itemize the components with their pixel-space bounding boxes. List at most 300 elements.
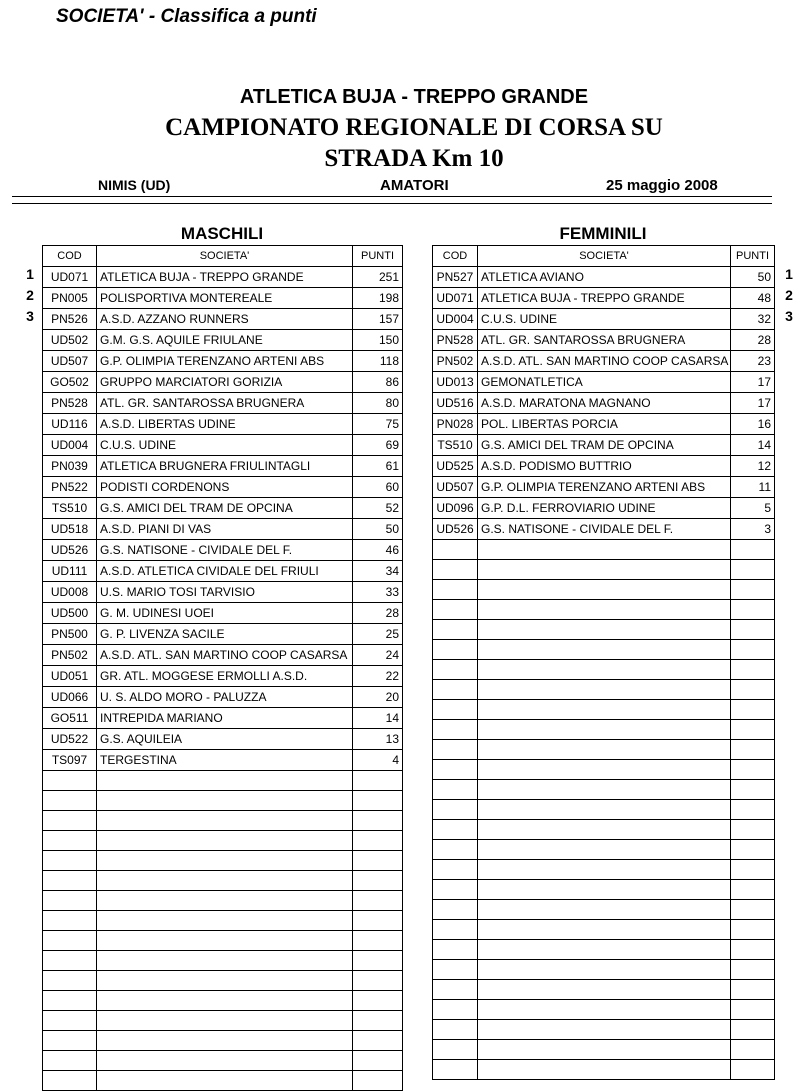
maschili-row [43, 624, 403, 645]
femminili-societa-cell: POL. LIBERTAS PORCIA [478, 414, 731, 435]
maschili-punti-cell: 61 [353, 456, 403, 477]
maschili-cod-cell: UD500 [43, 603, 97, 624]
maschili-punti-cell: 80 [353, 393, 403, 414]
maschili-punti-cell [353, 791, 403, 811]
femminili-empty-row [433, 640, 775, 660]
maschili-cod-cell: UD004 [43, 435, 97, 456]
femminili-punti-cell [731, 1000, 775, 1020]
femminili-societa-cell [478, 620, 731, 640]
maschili-cod-cell: UD526 [43, 540, 97, 561]
femminili-societa-cell [478, 720, 731, 740]
maschili-cod-cell [43, 851, 97, 871]
femminili-societa-cell [478, 600, 731, 620]
femminili-empty-row [433, 880, 775, 900]
maschili-punti-cell: 75 [353, 414, 403, 435]
maschili-punti-cell [353, 1051, 403, 1071]
maschili-cod-cell: PN500 [43, 624, 97, 645]
femminili-header-societa: SOCIETA' [478, 246, 731, 267]
event-category: AMATORI [380, 177, 449, 194]
maschili-header-punti: PUNTI [353, 246, 403, 267]
femminili-societa-cell [478, 700, 731, 720]
maschili-cod-cell: UD116 [43, 414, 97, 435]
maschili-cod-cell: PN526 [43, 309, 97, 330]
maschili-row [43, 393, 403, 414]
maschili-row [43, 309, 403, 330]
femminili-row [433, 456, 775, 477]
rank-label-right-2: 2 [785, 287, 793, 303]
maschili-punti-cell [353, 811, 403, 831]
femminili-societa-cell: ATL. GR. SANTAROSSA BRUGNERA [478, 330, 731, 351]
femminili-punti-cell [731, 960, 775, 980]
femminili-header-cod: COD [433, 246, 478, 267]
maschili-cod-cell: GO502 [43, 372, 97, 393]
femminili-cod-cell [433, 1060, 478, 1080]
maschili-cod-cell [43, 771, 97, 791]
maschili-row [43, 729, 403, 750]
femminili-header-punti: PUNTI [731, 246, 775, 267]
femminili-punti-cell [731, 640, 775, 660]
femminili-cod-cell: UD526 [433, 519, 478, 540]
femminili-cod-cell: UD525 [433, 456, 478, 477]
maschili-empty-row [43, 811, 403, 831]
maschili-punti-cell [353, 871, 403, 891]
femminili-empty-row [433, 620, 775, 640]
femminili-empty-row [433, 700, 775, 720]
femminili-societa-cell: A.S.D. MARATONA MAGNANO [478, 393, 731, 414]
maschili-societa-cell: G.M. G.S. AQUILE FRIULANE [97, 330, 353, 351]
femminili-punti-cell [731, 1040, 775, 1060]
maschili-societa-cell: G.P. OLIMPIA TERENZANO ARTENI ABS [97, 351, 353, 372]
femminili-cod-cell [433, 760, 478, 780]
maschili-societa-cell: GR. ATL. MOGGESE ERMOLLI A.S.D. [97, 666, 353, 687]
femminili-punti-cell [731, 600, 775, 620]
femminili-societa-cell: G.S. NATISONE - CIVIDALE DEL F. [478, 519, 731, 540]
maschili-punti-cell: 69 [353, 435, 403, 456]
femminili-empty-row [433, 540, 775, 560]
maschili-cod-cell: GO511 [43, 708, 97, 729]
femminili-societa-cell [478, 840, 731, 860]
maschili-empty-row [43, 1051, 403, 1071]
maschili-punti-cell: 33 [353, 582, 403, 603]
femminili-empty-row [433, 860, 775, 880]
femminili-row [433, 267, 775, 288]
maschili-societa-cell: A.S.D. AZZANO RUNNERS [97, 309, 353, 330]
femminili-societa-cell [478, 1060, 731, 1080]
maschili-punti-cell: 20 [353, 687, 403, 708]
femminili-societa-cell [478, 800, 731, 820]
maschili-punti-cell: 157 [353, 309, 403, 330]
femminili-punti-cell [731, 740, 775, 760]
maschili-societa-cell: ATLETICA BUJA - TREPPO GRANDE [97, 267, 353, 288]
maschili-punti-cell: 198 [353, 288, 403, 309]
maschili-societa-cell: G.S. NATISONE - CIVIDALE DEL F. [97, 540, 353, 561]
maschili-cod-cell: PN039 [43, 456, 97, 477]
maschili-punti-cell [353, 911, 403, 931]
maschili-punti-cell [353, 971, 403, 991]
femminili-cod-cell: UD071 [433, 288, 478, 309]
maschili-cod-cell: UD066 [43, 687, 97, 708]
femminili-cod-cell [433, 720, 478, 740]
maschili-cod-cell: UD008 [43, 582, 97, 603]
maschili-societa-cell [97, 1011, 353, 1031]
maschili-cod-cell: UD522 [43, 729, 97, 750]
femminili-societa-cell [478, 660, 731, 680]
maschili-punti-cell [353, 931, 403, 951]
femminili-cod-cell [433, 740, 478, 760]
femminili-empty-row [433, 1020, 775, 1040]
maschili-cod-cell: TS097 [43, 750, 97, 771]
document-title-rest: - Classifica a punti [143, 6, 317, 27]
femminili-empty-row [433, 780, 775, 800]
femminili-cod-cell [433, 700, 478, 720]
maschili-cod-cell: TS510 [43, 498, 97, 519]
maschili-societa-cell: POLISPORTIVA MONTEREALE [97, 288, 353, 309]
femminili-punti-cell: 17 [731, 372, 775, 393]
femminili-punti-cell [731, 800, 775, 820]
femminili-empty-row [433, 680, 775, 700]
femminili-cod-cell: PN028 [433, 414, 478, 435]
femminili-empty-row [433, 800, 775, 820]
maschili-row [43, 666, 403, 687]
event-date: 25 maggio 2008 [606, 177, 718, 194]
femminili-cod-cell [433, 980, 478, 1000]
maschili-empty-row [43, 991, 403, 1011]
maschili-societa-cell [97, 851, 353, 871]
femminili-societa-cell: A.S.D. ATL. SAN MARTINO COOP CASARSA [478, 351, 731, 372]
femminili-societa-cell [478, 580, 731, 600]
femminili-cod-cell [433, 800, 478, 820]
maschili-row [43, 351, 403, 372]
maschili-cod-cell: UD071 [43, 267, 97, 288]
maschili-societa-cell: G. P. LIVENZA SACILE [97, 624, 353, 645]
femminili-cod-cell [433, 1020, 478, 1040]
femminili-punti-cell [731, 760, 775, 780]
maschili-cod-cell [43, 891, 97, 911]
femminili-empty-row [433, 920, 775, 940]
maschili-row [43, 687, 403, 708]
maschili-societa-cell: G.S. AMICI DEL TRAM DE OPCINA [97, 498, 353, 519]
femminili-societa-cell [478, 820, 731, 840]
femminili-societa-cell [478, 940, 731, 960]
maschili-row [43, 414, 403, 435]
femminili-societa-cell [478, 740, 731, 760]
femminili-punti-cell: 14 [731, 435, 775, 456]
maschili-row [43, 519, 403, 540]
maschili-row [43, 456, 403, 477]
femminili-cod-cell: PN527 [433, 267, 478, 288]
femminili-societa-cell [478, 900, 731, 920]
maschili-societa-cell: G. M. UDINESI UOEI [97, 603, 353, 624]
femminili-punti-cell [731, 920, 775, 940]
maschili-societa-cell: A.S.D. ATLETICA CIVIDALE DEL FRIULI [97, 561, 353, 582]
maschili-punti-cell: 52 [353, 498, 403, 519]
femminili-punti-cell: 23 [731, 351, 775, 372]
maschili-row [43, 708, 403, 729]
femminili-empty-row [433, 720, 775, 740]
maschili-cod-cell: UD502 [43, 330, 97, 351]
maschili-societa-cell [97, 931, 353, 951]
rank-label-left-1: 1 [26, 266, 34, 282]
femminili-societa-cell [478, 980, 731, 1000]
document-title-main: SOCIETA' [56, 6, 144, 27]
maschili-table [42, 245, 403, 1091]
championship-title-line1: CAMPIONATO REGIONALE DI CORSA SU [165, 114, 663, 141]
femminili-societa-cell [478, 760, 731, 780]
maschili-societa-cell: A.S.D. PIANI DI VAS [97, 519, 353, 540]
maschili-punti-cell: 86 [353, 372, 403, 393]
femminili-cod-cell [433, 620, 478, 640]
maschili-title: MASCHILI [180, 224, 264, 243]
maschili-row [43, 330, 403, 351]
maschili-empty-row [43, 791, 403, 811]
maschili-societa-cell [97, 891, 353, 911]
maschili-punti-cell: 13 [353, 729, 403, 750]
femminili-societa-cell [478, 880, 731, 900]
femminili-punti-cell: 48 [731, 288, 775, 309]
maschili-societa-cell: C.U.S. UDINE [97, 435, 353, 456]
femminili-societa-cell: C.U.S. UDINE [478, 309, 731, 330]
maschili-empty-row [43, 931, 403, 951]
femminili-cod-cell: UD516 [433, 393, 478, 414]
maschili-punti-cell [353, 891, 403, 911]
maschili-punti-cell: 22 [353, 666, 403, 687]
femminili-punti-cell: 5 [731, 498, 775, 519]
maschili-cod-cell [43, 811, 97, 831]
maschili-empty-row [43, 1031, 403, 1051]
femminili-punti-cell [731, 540, 775, 560]
femminili-empty-row [433, 820, 775, 840]
maschili-cod-cell [43, 871, 97, 891]
femminili-punti-cell [731, 940, 775, 960]
championship-title-line2: STRADA Km 10 [324, 145, 504, 172]
femminili-societa-cell [478, 920, 731, 940]
maschili-row [43, 645, 403, 666]
maschili-societa-cell [97, 871, 353, 891]
maschili-societa-cell [97, 1051, 353, 1071]
header-divider-bottom [12, 203, 772, 204]
maschili-empty-row [43, 951, 403, 971]
rank-label-left-3: 3 [26, 308, 34, 324]
maschili-punti-cell [353, 831, 403, 851]
maschili-societa-cell [97, 951, 353, 971]
femminili-punti-cell [731, 580, 775, 600]
maschili-punti-cell: 50 [353, 519, 403, 540]
femminili-empty-row [433, 600, 775, 620]
femminili-cod-cell [433, 640, 478, 660]
femminili-societa-cell [478, 1020, 731, 1040]
maschili-row [43, 435, 403, 456]
maschili-societa-cell [97, 811, 353, 831]
femminili-punti-cell [731, 1060, 775, 1080]
maschili-row [43, 603, 403, 624]
femminili-punti-cell [731, 620, 775, 640]
femminili-punti-cell: 12 [731, 456, 775, 477]
femminili-empty-row [433, 560, 775, 580]
femminili-societa-cell [478, 680, 731, 700]
maschili-row [43, 267, 403, 288]
organizer-name: ATLETICA BUJA - TREPPO GRANDE [239, 86, 589, 108]
femminili-societa-cell: A.S.D. PODISMO BUTTRIO [478, 456, 731, 477]
femminili-row [433, 372, 775, 393]
femminili-punti-cell: 16 [731, 414, 775, 435]
femminili-punti-cell [731, 840, 775, 860]
femminili-punti-cell [731, 980, 775, 1000]
femminili-cod-cell [433, 820, 478, 840]
femminili-punti-cell [731, 700, 775, 720]
femminili-cod-cell [433, 680, 478, 700]
maschili-societa-cell [97, 831, 353, 851]
femminili-societa-cell [478, 1000, 731, 1020]
femminili-punti-cell: 3 [731, 519, 775, 540]
maschili-row [43, 561, 403, 582]
maschili-punti-cell: 24 [353, 645, 403, 666]
femminili-cod-cell [433, 960, 478, 980]
femminili-cod-cell [433, 660, 478, 680]
maschili-header-row [43, 246, 403, 267]
maschili-societa-cell [97, 911, 353, 931]
maschili-cod-cell: UD051 [43, 666, 97, 687]
femminili-punti-cell [731, 560, 775, 580]
femminili-cod-cell [433, 580, 478, 600]
maschili-punti-cell [353, 991, 403, 1011]
femminili-punti-cell: 17 [731, 393, 775, 414]
femminili-empty-row [433, 760, 775, 780]
maschili-row [43, 372, 403, 393]
maschili-punti-cell: 118 [353, 351, 403, 372]
femminili-cod-cell [433, 860, 478, 880]
maschili-societa-cell: PODISTI CORDENONS [97, 477, 353, 498]
femminili-societa-cell [478, 560, 731, 580]
femminili-societa-cell: GEMONATLETICA [478, 372, 731, 393]
femminili-empty-row [433, 740, 775, 760]
femminili-punti-cell [731, 820, 775, 840]
femminili-societa-cell [478, 960, 731, 980]
maschili-header-societa: SOCIETA' [97, 246, 353, 267]
maschili-empty-row [43, 771, 403, 791]
femminili-cod-cell [433, 1040, 478, 1060]
maschili-punti-cell: 4 [353, 750, 403, 771]
maschili-empty-row [43, 1011, 403, 1031]
femminili-row [433, 330, 775, 351]
maschili-punti-cell: 34 [353, 561, 403, 582]
femminili-empty-row [433, 1040, 775, 1060]
maschili-cod-cell: PN502 [43, 645, 97, 666]
maschili-punti-cell [353, 1031, 403, 1051]
femminili-empty-row [433, 980, 775, 1000]
femminili-cod-cell [433, 840, 478, 860]
femminili-cod-cell [433, 880, 478, 900]
maschili-row [43, 582, 403, 603]
maschili-cod-cell [43, 1031, 97, 1051]
femminili-societa-cell [478, 640, 731, 660]
maschili-empty-row [43, 851, 403, 871]
femminili-punti-cell [731, 860, 775, 880]
femminili-empty-row [433, 1000, 775, 1020]
femminili-cod-cell [433, 780, 478, 800]
maschili-cod-cell: UD111 [43, 561, 97, 582]
maschili-cod-cell [43, 931, 97, 951]
femminili-title: FEMMINILI [559, 224, 647, 243]
femminili-row [433, 351, 775, 372]
maschili-cod-cell: PN522 [43, 477, 97, 498]
header-divider-top [12, 196, 772, 197]
rank-label-right-3: 3 [785, 308, 793, 324]
maschili-row [43, 498, 403, 519]
maschili-societa-cell [97, 791, 353, 811]
femminili-row [433, 435, 775, 456]
maschili-societa-cell: ATL. GR. SANTAROSSA BRUGNERA [97, 393, 353, 414]
femminili-cod-cell [433, 940, 478, 960]
femminili-cod-cell [433, 900, 478, 920]
femminili-societa-cell [478, 780, 731, 800]
femminili-cod-cell: TS510 [433, 435, 478, 456]
femminili-cod-cell: UD013 [433, 372, 478, 393]
maschili-societa-cell: A.S.D. ATL. SAN MARTINO COOP CASARSA [97, 645, 353, 666]
femminili-punti-cell: 32 [731, 309, 775, 330]
femminili-punti-cell [731, 680, 775, 700]
femminili-cod-cell [433, 540, 478, 560]
femminili-cod-cell: PN502 [433, 351, 478, 372]
femminili-empty-row [433, 900, 775, 920]
maschili-societa-cell [97, 771, 353, 791]
maschili-punti-cell: 25 [353, 624, 403, 645]
femminili-punti-cell [731, 780, 775, 800]
maschili-cod-cell: UD518 [43, 519, 97, 540]
femminili-cod-cell [433, 1000, 478, 1020]
femminili-punti-cell [731, 900, 775, 920]
maschili-cod-cell [43, 971, 97, 991]
maschili-societa-cell: U. S. ALDO MORO - PALUZZA [97, 687, 353, 708]
maschili-punti-cell: 251 [353, 267, 403, 288]
maschili-punti-cell: 14 [353, 708, 403, 729]
maschili-societa-cell [97, 991, 353, 1011]
femminili-cod-cell: UD507 [433, 477, 478, 498]
maschili-punti-cell [353, 771, 403, 791]
femminili-punti-cell [731, 720, 775, 740]
femminili-punti-cell [731, 660, 775, 680]
femminili-row [433, 393, 775, 414]
maschili-societa-cell: A.S.D. LIBERTAS UDINE [97, 414, 353, 435]
maschili-row [43, 477, 403, 498]
femminili-societa-cell [478, 860, 731, 880]
femminili-row [433, 288, 775, 309]
femminili-cod-cell: PN528 [433, 330, 478, 351]
maschili-empty-row [43, 831, 403, 851]
maschili-cod-cell [43, 951, 97, 971]
femminili-empty-row [433, 580, 775, 600]
femminili-punti-cell: 28 [731, 330, 775, 351]
maschili-cod-cell [43, 791, 97, 811]
maschili-punti-cell [353, 1011, 403, 1031]
maschili-cod-cell: PN005 [43, 288, 97, 309]
maschili-punti-cell [353, 851, 403, 871]
femminili-empty-row [433, 940, 775, 960]
maschili-societa-cell: U.S. MARIO TOSI TARVISIO [97, 582, 353, 603]
maschili-punti-cell: 60 [353, 477, 403, 498]
femminili-societa-cell [478, 540, 731, 560]
maschili-punti-cell: 28 [353, 603, 403, 624]
maschili-punti-cell: 46 [353, 540, 403, 561]
maschili-societa-cell: G.S. AQUILEIA [97, 729, 353, 750]
femminili-societa-cell: G.P. D.L. FERROVIARIO UDINE [478, 498, 731, 519]
femminili-cod-cell: UD004 [433, 309, 478, 330]
femminili-societa-cell: ATLETICA BUJA - TREPPO GRANDE [478, 288, 731, 309]
maschili-empty-row [43, 911, 403, 931]
femminili-cod-cell: UD096 [433, 498, 478, 519]
maschili-societa-cell [97, 1031, 353, 1051]
maschili-row [43, 288, 403, 309]
femminili-row [433, 519, 775, 540]
